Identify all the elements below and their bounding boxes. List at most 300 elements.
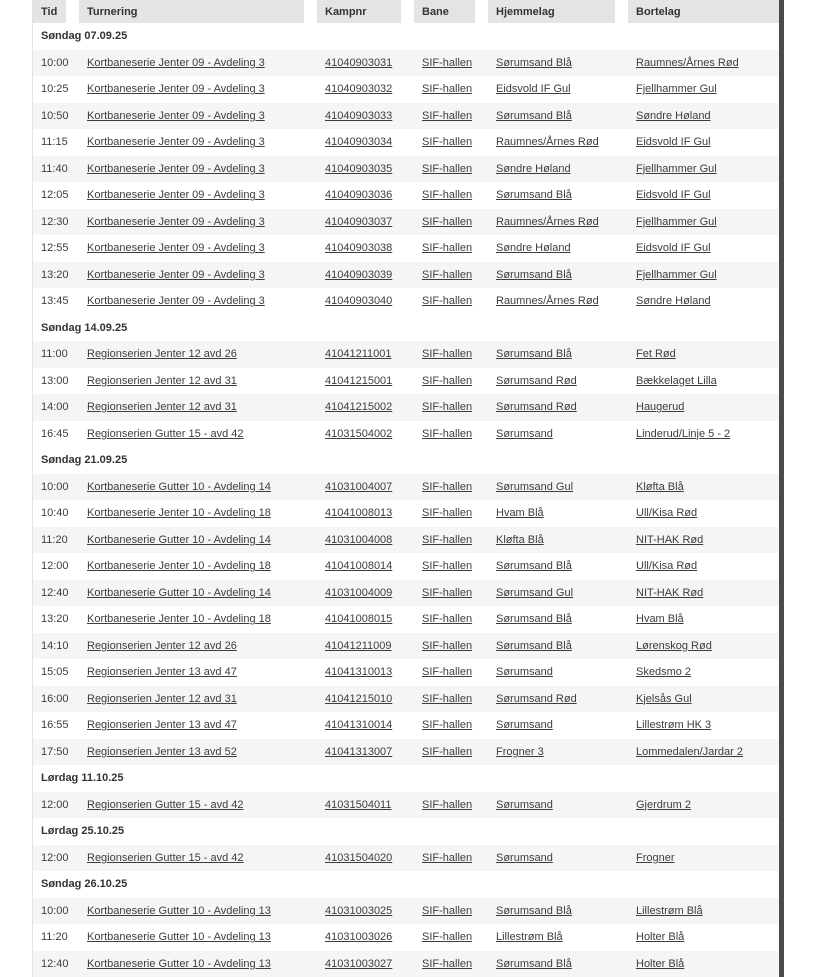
away-team-link[interactable]: Fjellhammer Gul (636, 83, 717, 96)
kampnr-cell (317, 262, 414, 289)
match-number-link[interactable]: 41031504011 (325, 798, 392, 811)
bane-cell (414, 712, 488, 739)
home-team-link[interactable]: Lillestrøm Blå (496, 931, 563, 944)
hjemmelag-cell (488, 924, 628, 951)
kampnr-cell (317, 924, 414, 951)
match-number-link[interactable]: 41041215010 (325, 692, 393, 705)
match-row (33, 951, 780, 977)
hjemmelag-cell (488, 474, 628, 501)
home-team-link[interactable]: Sørumsand (496, 427, 553, 440)
match-time: 12:30 (33, 209, 79, 236)
bortelag-cell (628, 341, 780, 368)
match-number-link[interactable]: 41031004009 (325, 586, 393, 599)
tournament-link[interactable]: Regionserien Gutter 15 - avd 42 (87, 798, 244, 811)
bane-cell (414, 474, 488, 501)
away-team-link[interactable]: Fet Rød (636, 348, 676, 361)
bortelag-cell (628, 686, 780, 713)
turnering-cell (79, 209, 317, 236)
turnering-cell (79, 553, 317, 580)
match-number-link[interactable]: 41040903036 (325, 189, 393, 202)
bane-cell (414, 50, 488, 77)
match-number-link[interactable]: 41041211009 (325, 639, 392, 652)
match-time: 12:40 (33, 580, 79, 607)
tournament-link[interactable]: Kortbaneserie Jenter 10 - Avdeling 18 (87, 613, 271, 626)
table-header-row (33, 0, 780, 23)
match-time: 16:45 (41, 427, 69, 440)
venue-link[interactable]: SIF-hallen (422, 268, 473, 281)
kampnr-cell (317, 898, 414, 925)
date-section-row (33, 447, 780, 474)
hjemmelag-cell (488, 235, 628, 262)
match-row (33, 686, 780, 713)
home-team-link[interactable]: Frogner 3 (496, 745, 544, 758)
match-number-link[interactable]: 41041215001 (325, 374, 393, 387)
home-team-link[interactable]: Sørumsand Gul (496, 480, 574, 493)
venue-link[interactable]: SIF-hallen (422, 639, 473, 652)
match-number-link[interactable]: 41040903037 (325, 215, 393, 228)
away-team-link[interactable]: NIT-HAK Rød (636, 533, 704, 546)
turnering-cell (79, 686, 317, 713)
tournament-link[interactable]: Kortbaneserie Jenter 09 - Avdeling 3 (87, 215, 265, 228)
tournament-link[interactable]: Regionserien Gutter 15 - avd 42 (87, 851, 244, 864)
venue-link[interactable]: SIF-hallen (422, 295, 473, 308)
hjemmelag-cell (488, 156, 628, 183)
match-number-link[interactable]: 41041313007 (325, 745, 393, 758)
date-section-row (33, 871, 780, 898)
match-number-link[interactable]: 41041008013 (325, 507, 393, 520)
tournament-link[interactable]: Kortbaneserie Gutter 10 - Avdeling 13 (87, 931, 271, 944)
match-row (33, 103, 780, 130)
home-team-link[interactable]: Sørumsand Blå (496, 613, 572, 626)
venue-link[interactable]: SIF-hallen (422, 401, 473, 414)
match-number-link[interactable]: 41041310013 (325, 666, 393, 679)
turnering-cell (79, 659, 317, 686)
away-team-link[interactable]: Hvam Blå (636, 613, 684, 626)
match-row (33, 474, 780, 501)
home-team-link[interactable]: Kløfta Blå (496, 533, 544, 546)
turnering-cell (79, 129, 317, 156)
turnering-cell (79, 50, 317, 77)
tournament-link[interactable]: Kortbaneserie Gutter 10 - Avdeling 13 (87, 957, 271, 970)
match-time: 12:55 (41, 242, 69, 255)
home-team-link[interactable]: Sørumsand (496, 851, 553, 864)
home-team-link[interactable]: Sørumsand Blå (496, 109, 572, 122)
match-row (33, 50, 780, 77)
home-team-link[interactable]: Sørumsand Blå (496, 268, 572, 281)
match-number-link[interactable]: 41041008015 (325, 613, 393, 626)
match-time: 10:25 (41, 83, 69, 96)
tournament-link[interactable]: Regionserien Jenter 12 avd 26 (87, 639, 237, 652)
hjemmelag-cell (488, 76, 628, 103)
kampnr-cell (317, 712, 414, 739)
away-team-link[interactable]: Ull/Kisa Rød (636, 560, 698, 573)
turnering-cell (79, 712, 317, 739)
kampnr-cell (317, 606, 414, 633)
tournament-link[interactable]: Kortbaneserie Gutter 10 - Avdeling 14 (87, 586, 271, 599)
column-header-tid: Tid (33, 0, 79, 23)
home-team-link[interactable]: Sørumsand Blå (496, 348, 572, 361)
turnering-cell (79, 606, 317, 633)
date-section-row (33, 315, 780, 342)
bortelag-cell (628, 712, 780, 739)
turnering-cell (79, 421, 317, 448)
match-number-link[interactable]: 41040903040 (325, 295, 393, 308)
home-team-link[interactable]: Sørumsand Blå (496, 189, 572, 202)
tournament-link[interactable]: Kortbaneserie Jenter 09 - Avdeling 3 (87, 56, 265, 69)
bortelag-cell (628, 76, 780, 103)
away-team-link[interactable]: Linderud/Linje 5 - 2 (636, 427, 731, 440)
home-team-link[interactable]: Sørumsand (496, 798, 553, 811)
match-number-link[interactable]: 41041215002 (325, 401, 393, 414)
bane-cell (414, 527, 488, 554)
match-number-link[interactable]: 41031504002 (325, 427, 393, 440)
home-team-link[interactable]: Sørumsand Blå (496, 560, 572, 573)
tournament-link[interactable]: Kortbaneserie Gutter 10 - Avdeling 14 (87, 480, 271, 493)
venue-link[interactable]: SIF-hallen (422, 242, 473, 255)
venue-link[interactable]: SIF-hallen (422, 692, 473, 705)
kampnr-cell (317, 394, 414, 421)
kampnr-cell (317, 209, 414, 236)
tournament-link[interactable]: Regionserien Jenter 13 avd 52 (87, 745, 237, 758)
turnering-cell (79, 156, 317, 183)
kampnr-cell (317, 527, 414, 554)
venue-link[interactable]: SIF-hallen (422, 215, 473, 228)
tournament-link[interactable]: Kortbaneserie Jenter 09 - Avdeling 3 (87, 109, 265, 122)
bane-cell (414, 368, 488, 395)
match-number-link[interactable]: 41040903039 (325, 268, 393, 281)
hjemmelag-cell (488, 792, 628, 819)
away-team-link[interactable]: NIT-HAK Rød (636, 586, 704, 599)
venue-link[interactable]: SIF-hallen (422, 719, 473, 732)
away-team-link[interactable]: Bækkelaget Lilla (636, 374, 717, 387)
hjemmelag-cell (488, 500, 628, 527)
bortelag-cell (628, 739, 780, 766)
bane-cell (414, 739, 488, 766)
venue-link[interactable]: SIF-hallen (422, 109, 473, 122)
away-team-link[interactable]: Fjellhammer Gul (636, 162, 717, 175)
hjemmelag-cell (488, 845, 628, 872)
hjemmelag-cell (488, 553, 628, 580)
tournament-link[interactable]: Kortbaneserie Jenter 09 - Avdeling 3 (87, 162, 265, 175)
home-team-link[interactable]: Raumnes/Årnes Rød (496, 295, 599, 308)
match-row (33, 845, 780, 872)
match-row (33, 606, 780, 633)
hjemmelag-cell (488, 262, 628, 289)
tournament-link[interactable]: Regionserien Jenter 12 avd 31 (87, 692, 237, 705)
match-number-link[interactable]: 41040903031 (325, 56, 393, 69)
bortelag-cell (628, 394, 780, 421)
hjemmelag-cell (488, 50, 628, 77)
venue-link[interactable]: SIF-hallen (422, 533, 473, 546)
match-row (33, 262, 780, 289)
venue-link[interactable]: SIF-hallen (422, 507, 473, 520)
match-time: 12:40 (33, 951, 79, 977)
match-table (32, 0, 780, 977)
column-header-kampnr: Kampnr (317, 0, 414, 23)
bortelag-cell (628, 845, 780, 872)
match-number-link[interactable]: 41031003027 (325, 957, 393, 970)
kampnr-cell (317, 792, 414, 819)
venue-link[interactable]: SIF-hallen (422, 83, 473, 96)
away-team-link[interactable]: Fjellhammer Gul (636, 215, 717, 228)
match-number-link[interactable]: 41041008014 (325, 560, 393, 573)
bane-cell (414, 288, 488, 315)
match-time: 14:10 (33, 633, 79, 660)
away-team-link[interactable]: Holter Blå (636, 957, 685, 970)
home-team-link[interactable]: Søndre Høland (496, 242, 571, 255)
hjemmelag-cell (488, 368, 628, 395)
tournament-link[interactable]: Kortbaneserie Jenter 09 - Avdeling 3 (87, 189, 265, 202)
hjemmelag-cell (488, 129, 628, 156)
kampnr-cell (317, 156, 414, 183)
kampnr-cell (317, 659, 414, 686)
match-number-link[interactable]: 41041310014 (325, 719, 393, 732)
away-team-link[interactable]: Ull/Kisa Rød (636, 507, 698, 520)
match-row (33, 580, 780, 607)
match-time: 10:40 (41, 507, 69, 520)
tournament-link[interactable]: Regionserien Jenter 13 avd 47 (87, 719, 237, 732)
venue-link[interactable]: SIF-hallen (422, 480, 473, 493)
turnering-cell (79, 792, 317, 819)
turnering-cell (79, 262, 317, 289)
bortelag-cell (628, 129, 780, 156)
home-team-link[interactable]: Sørumsand (496, 666, 553, 679)
bortelag-cell (628, 898, 780, 925)
match-time: 13:20 (33, 262, 79, 289)
venue-link[interactable]: SIF-hallen (422, 189, 473, 202)
venue-link[interactable]: SIF-hallen (422, 904, 473, 917)
bortelag-cell (628, 156, 780, 183)
match-row (33, 235, 780, 262)
hjemmelag-cell (488, 898, 628, 925)
turnering-cell (79, 500, 317, 527)
venue-link[interactable]: SIF-hallen (422, 613, 473, 626)
away-team-link[interactable]: Fjellhammer Gul (636, 268, 717, 281)
tournament-link[interactable]: Kortbaneserie Jenter 09 - Avdeling 3 (87, 242, 265, 255)
match-number-link[interactable]: 41031004007 (325, 480, 393, 493)
away-team-link[interactable]: Søndre Høland (636, 109, 711, 122)
match-time: 16:00 (33, 686, 79, 713)
column-header-hjemmelag: Hjemmelag (488, 0, 628, 23)
venue-link[interactable]: SIF-hallen (422, 162, 473, 175)
home-team-link[interactable]: Raumnes/Årnes Rød (496, 215, 599, 228)
bortelag-cell (628, 580, 780, 607)
match-row (33, 633, 780, 660)
tournament-link[interactable]: Kortbaneserie Jenter 10 - Avdeling 18 (87, 507, 271, 520)
away-team-link[interactable]: Kløfta Blå (636, 480, 684, 493)
bortelag-cell (628, 792, 780, 819)
match-row (33, 394, 780, 421)
column-header-turnering: Turnering (79, 0, 317, 23)
hjemmelag-cell (488, 288, 628, 315)
bane-cell (414, 182, 488, 209)
match-time: 11:40 (33, 156, 79, 183)
bortelag-cell (628, 500, 780, 527)
kampnr-cell (317, 368, 414, 395)
venue-link[interactable]: SIF-hallen (422, 957, 473, 970)
match-number-link[interactable]: 41040903038 (325, 242, 393, 255)
bortelag-cell (628, 235, 780, 262)
match-number-link[interactable]: 41040903035 (325, 162, 393, 175)
away-team-link[interactable]: Eidsvold IF Gul (636, 136, 711, 149)
bortelag-cell (628, 50, 780, 77)
tournament-link[interactable]: Regionserien Jenter 12 avd 31 (87, 374, 237, 387)
away-team-link[interactable]: Holter Blå (636, 931, 685, 944)
date-section-label: Søndag 07.09.25 (33, 23, 780, 50)
tournament-link[interactable]: Regionserien Jenter 13 avd 47 (87, 666, 237, 679)
match-time: 11:15 (41, 136, 68, 149)
turnering-cell (79, 182, 317, 209)
home-team-link[interactable]: Sørumsand Rød (496, 692, 577, 705)
turnering-cell (79, 924, 317, 951)
turnering-cell (79, 951, 317, 977)
venue-link[interactable]: SIF-hallen (422, 851, 473, 864)
turnering-cell (79, 394, 317, 421)
match-row (33, 76, 780, 103)
bortelag-cell (628, 606, 780, 633)
home-team-link[interactable]: Hvam Blå (496, 507, 544, 520)
home-team-link[interactable]: Sørumsand (496, 719, 553, 732)
bortelag-cell (628, 659, 780, 686)
bortelag-cell (628, 209, 780, 236)
away-team-link[interactable]: Eidsvold IF Gul (636, 242, 711, 255)
away-team-link[interactable]: Raumnes/Årnes Rød (636, 56, 739, 69)
home-team-link[interactable]: Sørumsand Blå (496, 904, 572, 917)
bortelag-cell (628, 924, 780, 951)
hjemmelag-cell (488, 421, 628, 448)
kampnr-cell (317, 633, 414, 660)
home-team-link[interactable]: Sørumsand Blå (496, 639, 572, 652)
home-team-link[interactable]: Sørumsand Blå (496, 56, 572, 69)
venue-link[interactable]: SIF-hallen (422, 348, 473, 361)
home-team-link[interactable]: Sørumsand Rød (496, 401, 577, 414)
tournament-link[interactable]: Regionserien Jenter 12 avd 31 (87, 401, 237, 414)
match-number-link[interactable]: 41031003025 (325, 904, 393, 917)
bane-cell (414, 898, 488, 925)
tournament-link[interactable]: Kortbaneserie Jenter 09 - Avdeling 3 (87, 83, 265, 96)
match-time: 13:00 (41, 374, 69, 387)
away-team-link[interactable]: Lørenskog Rød (636, 639, 712, 652)
turnering-cell (79, 235, 317, 262)
match-time: 17:50 (33, 739, 79, 766)
match-number-link[interactable]: 41040903033 (325, 109, 393, 122)
hjemmelag-cell (488, 712, 628, 739)
tournament-link[interactable]: Kortbaneserie Jenter 10 - Avdeling 18 (87, 560, 271, 573)
match-number-link[interactable]: 41031004008 (325, 533, 393, 546)
bortelag-cell (628, 553, 780, 580)
venue-link[interactable]: SIF-hallen (422, 586, 473, 599)
match-number-link[interactable]: 41031003026 (325, 931, 393, 944)
away-team-link[interactable]: Lillestrøm HK 3 (636, 719, 712, 732)
turnering-cell (79, 739, 317, 766)
tournament-link[interactable]: Kortbaneserie Jenter 09 - Avdeling 3 (87, 136, 265, 149)
match-time: 11:00 (33, 341, 79, 368)
bortelag-cell (628, 103, 780, 130)
home-team-link[interactable]: Eidsvold IF Gul (496, 83, 571, 96)
venue-link[interactable]: SIF-hallen (422, 745, 473, 758)
kampnr-cell (317, 553, 414, 580)
home-team-link[interactable]: Raumnes/Årnes Rød (496, 136, 599, 149)
tournament-link[interactable]: Kortbaneserie Jenter 09 - Avdeling 3 (87, 268, 265, 281)
match-time: 10:00 (33, 474, 79, 501)
match-time: 12:00 (33, 845, 79, 872)
away-team-link[interactable]: Gjerdrum 2 (636, 798, 692, 811)
match-number-link[interactable]: 41040903032 (325, 83, 393, 96)
kampnr-cell (317, 421, 414, 448)
date-section-label: Søndag 26.10.25 (33, 871, 780, 898)
venue-link[interactable]: SIF-hallen (422, 931, 473, 944)
away-team-link[interactable]: Haugerud (636, 401, 685, 414)
venue-link[interactable]: SIF-hallen (422, 374, 473, 387)
home-team-link[interactable]: Søndre Høland (496, 162, 571, 175)
kampnr-cell (317, 500, 414, 527)
kampnr-cell (317, 951, 414, 977)
match-number-link[interactable]: 41040903034 (325, 136, 393, 149)
match-time: 12:00 (33, 792, 79, 819)
venue-link[interactable]: SIF-hallen (422, 560, 473, 573)
hjemmelag-cell (488, 739, 628, 766)
away-team-link[interactable]: Lommedalen/Jardar 2 (636, 745, 744, 758)
bane-cell (414, 686, 488, 713)
venue-link[interactable]: SIF-hallen (422, 666, 473, 679)
match-time: 11:20 (33, 527, 79, 554)
bane-cell (414, 209, 488, 236)
home-team-link[interactable]: Sørumsand Blå (496, 957, 572, 970)
turnering-cell (79, 633, 317, 660)
tournament-link[interactable]: Kortbaneserie Jenter 09 - Avdeling 3 (87, 295, 265, 308)
match-row (33, 129, 780, 156)
venue-link[interactable]: SIF-hallen (422, 798, 473, 811)
match-row (33, 527, 780, 554)
venue-link[interactable]: SIF-hallen (422, 136, 473, 149)
kampnr-cell (317, 129, 414, 156)
tournament-link[interactable]: Regionserien Gutter 15 - avd 42 (87, 427, 244, 440)
away-team-link[interactable]: Eidsvold IF Gul (636, 189, 711, 202)
away-team-link[interactable]: Søndre Høland (636, 295, 711, 308)
kampnr-cell (317, 686, 414, 713)
date-section-row (33, 818, 780, 845)
home-team-link[interactable]: Sørumsand Rød (496, 374, 577, 387)
kampnr-cell (317, 50, 414, 77)
bane-cell (414, 792, 488, 819)
tournament-link[interactable]: Kortbaneserie Gutter 10 - Avdeling 14 (87, 533, 271, 546)
match-time: 12:00 (41, 560, 69, 573)
tournament-link[interactable]: Regionserien Jenter 12 avd 26 (87, 348, 237, 361)
kampnr-cell (317, 235, 414, 262)
hjemmelag-cell (488, 580, 628, 607)
match-number-link[interactable]: 41031504020 (325, 851, 393, 864)
hjemmelag-cell (488, 686, 628, 713)
match-row (33, 156, 780, 183)
home-team-link[interactable]: Sørumsand Gul (496, 586, 574, 599)
away-team-link[interactable]: Lillestrøm Blå (636, 904, 703, 917)
tournament-link[interactable]: Kortbaneserie Gutter 10 - Avdeling 13 (87, 904, 271, 917)
bane-cell (414, 235, 488, 262)
vertical-scrollbar[interactable] (779, 0, 784, 977)
kampnr-cell (317, 288, 414, 315)
match-time: 15:05 (41, 666, 69, 679)
match-number-link[interactable]: 41041211001 (325, 348, 392, 361)
date-section-label: Lørdag 11.10.25 (33, 765, 780, 792)
match-row (33, 792, 780, 819)
venue-link[interactable]: SIF-hallen (422, 56, 473, 69)
bane-cell (414, 633, 488, 660)
away-team-link[interactable]: Skedsmo 2 (636, 666, 692, 679)
kampnr-cell (317, 341, 414, 368)
away-team-link[interactable]: Frogner (636, 851, 675, 864)
venue-link[interactable]: SIF-hallen (422, 427, 473, 440)
away-team-link[interactable]: Kjelsås Gul (636, 692, 692, 705)
